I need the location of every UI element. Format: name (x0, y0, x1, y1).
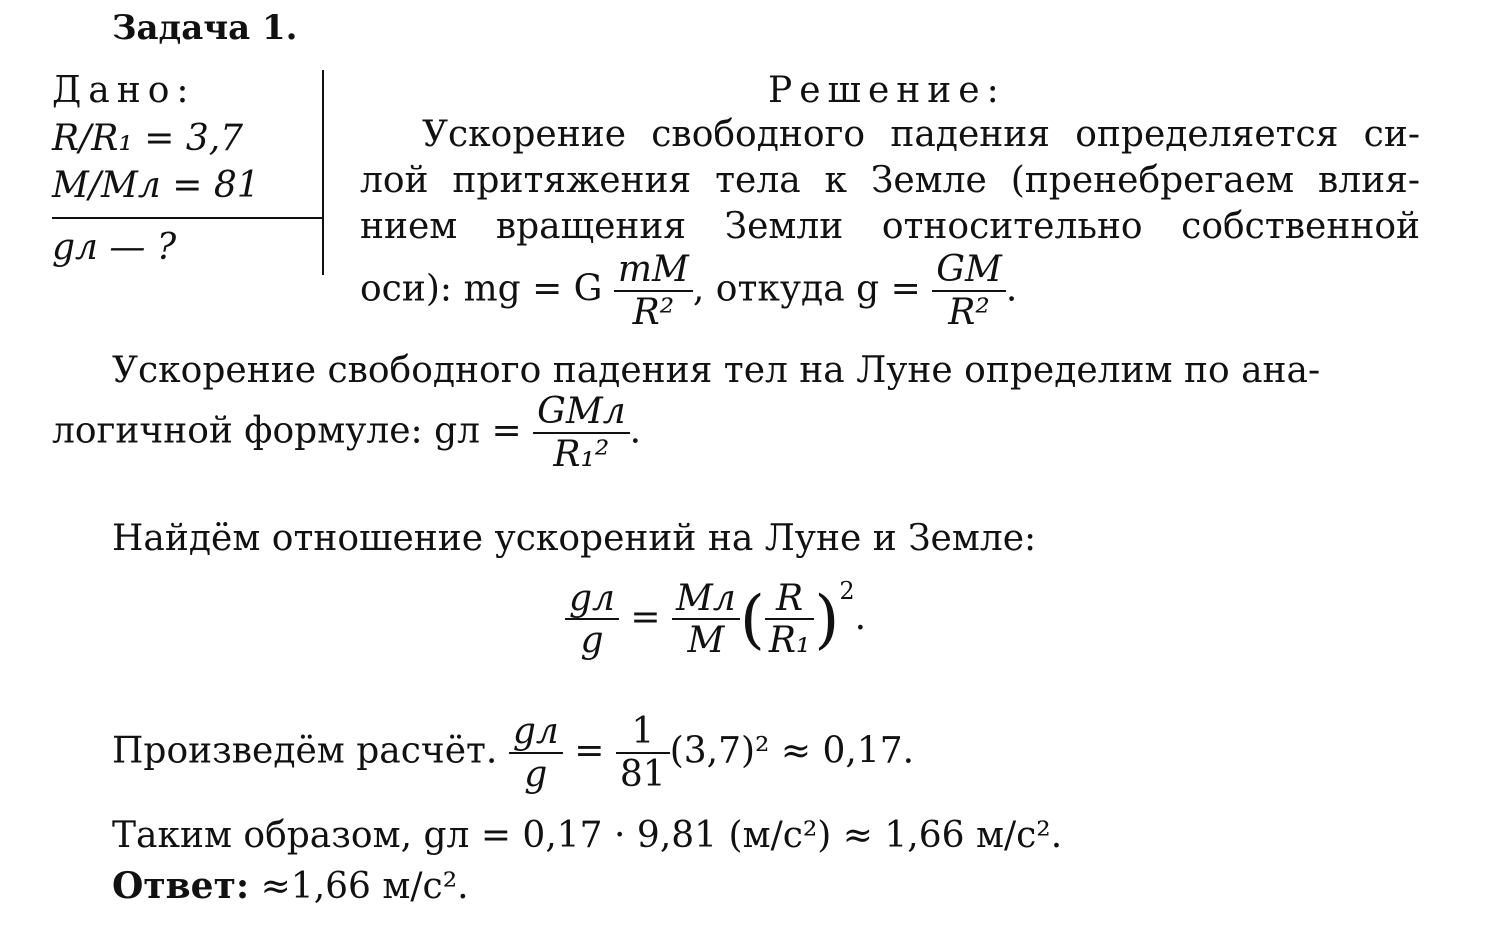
fraction-gl-over-g: $\frac{gл}{g}$ (565, 579, 619, 662)
given-radius-ratio: R/R₁ = 3,7 (52, 118, 244, 159)
p1-line-3: нием вращения Земли относительно собственной (360, 206, 1420, 247)
answer-label: Ответ: (112, 865, 250, 907)
p1-line-4-mid: , откуда g = (692, 268, 921, 310)
answer-value: ≈1,66 м/с². (249, 866, 469, 907)
fraction-GMl-over-R1sq: $\frac{\text{GMл}}{\text{R₁²}}$ (533, 392, 630, 475)
given-label: Дано: (52, 70, 196, 111)
fraction-mM-over-R2: $\frac{mM}{\text{R²}}$ (614, 250, 693, 333)
p2-line-2-start: логичной формуле: gл = (52, 410, 522, 452)
answer-line (112, 865, 469, 907)
calc-fraction-1-over-81: $\frac{1}{81}$ (616, 712, 670, 795)
calc-start: Произведём расчёт. (112, 730, 498, 772)
given-unknown: gл — ? (52, 227, 177, 268)
fraction-GM-over-R2: $\frac{GM}{\text{R²}}$ (932, 250, 1006, 333)
p1-line-1: Ускорение свободного падения определяется си- (422, 114, 1420, 155)
p1-line-4-start: оси): mg = G (360, 268, 603, 310)
fraction-R-over-R1: $\frac{R}{\text{R₁}}$ (765, 579, 815, 662)
given-block (52, 70, 324, 275)
solution-paragraph-1 (360, 112, 1420, 250)
ratio-equation: $\frac{gл}{g}$ = $\frac{Mл}{M}$ ( $\frac{R}{\text{R₁}}$ )$^2$. (565, 577, 866, 661)
calc-end: (3,7)² ≈ 0,17. (669, 730, 915, 772)
given-mass-ratio: M/Mл = 81 (52, 165, 260, 206)
problem-title: Задача 1. (112, 8, 298, 48)
fraction-Ml-over-M: $\frac{Mл}{M}$ (672, 579, 740, 662)
result-line: Таким образом, gл = 0,17 · 9,81 (м/с²) ≈ 1,66 м/с². (112, 815, 1063, 856)
p1-line-4: оси): mg = G $\frac{mM}{\text{R²}}$ , откуда g = $\frac{GM}{\text{R²}}$ . (360, 249, 1018, 333)
calculation-line: Произведём расчёт. $\frac{gл}{g}$ = $\frac{1}{81}$ (3,7)² ≈ 0,17. (112, 711, 915, 795)
calc-fraction-gl-over-g: $\frac{gл}{g}$ (509, 712, 563, 795)
p2-line-1: Ускорение свободного падения тел на Луне определим по ана- (112, 350, 1321, 391)
p1-line-2: лой притяжения тела к Земле (пренебрегаем влия- (360, 160, 1420, 201)
solution-heading: Решение: (768, 70, 1006, 111)
given-divider (52, 217, 322, 219)
p2-line-2: логичной формуле: gл = $\frac{\text{GMл}}{\text{R₁²}}$ . (52, 391, 642, 475)
p3-line-1: Найдём отношение ускорений на Луне и Земле: (112, 518, 1037, 559)
